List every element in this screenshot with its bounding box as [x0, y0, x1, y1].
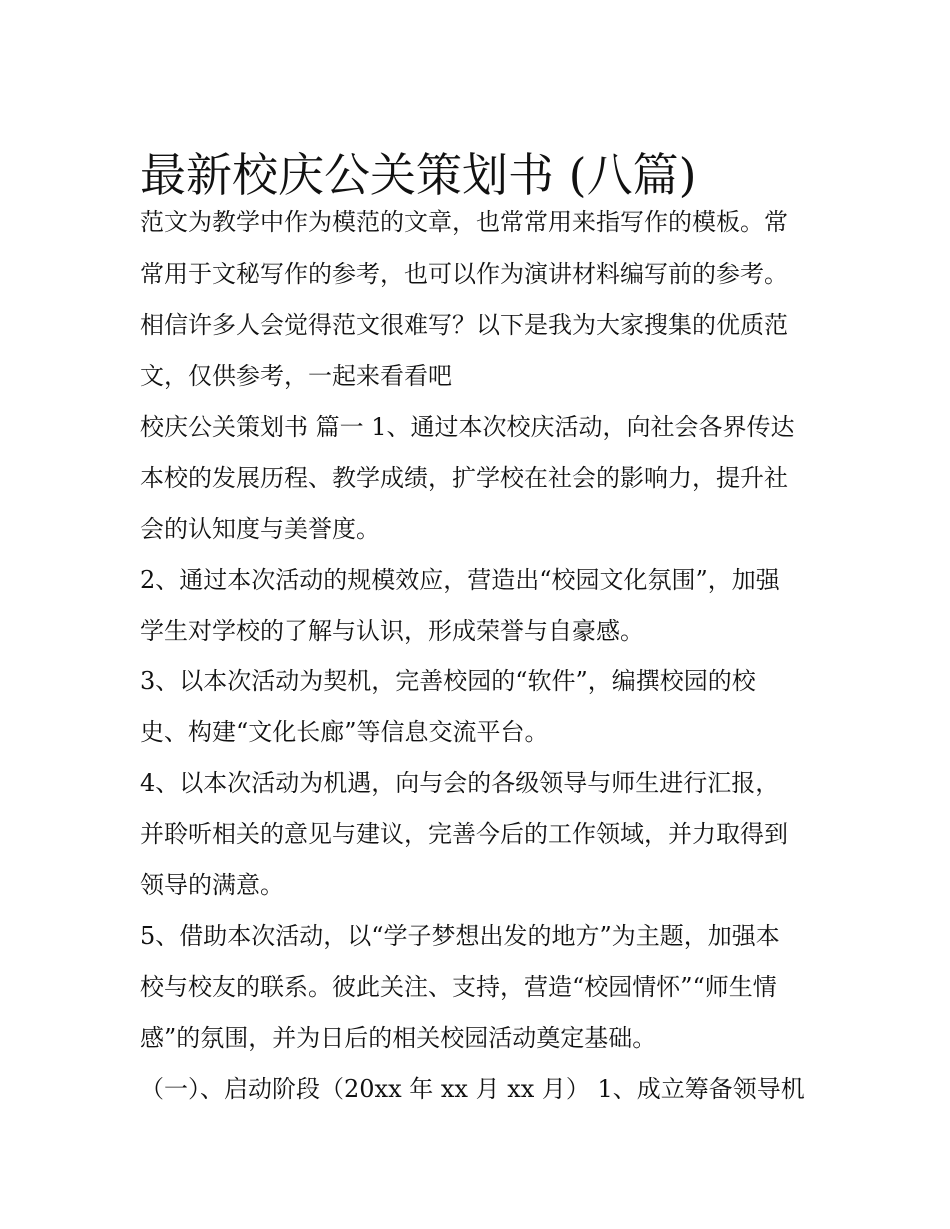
body-line: 常用于文秘写作的参考，也可以作为演讲材料编写前的参考。: [140, 260, 788, 288]
body-line: 校与校友的联系。彼此关注、支持，营造“校园情怀”“师生情: [140, 973, 777, 1001]
body-line: 5、借助本次活动，以“学子梦想出发的地方”为主题，加强本: [140, 922, 780, 950]
body-line: 范文为教学中作为模范的文章，也常常用来指写作的模板。常: [140, 208, 788, 236]
document-title: 最新校庆公关策划书 (八篇): [140, 147, 697, 202]
body-line: 本校的发展历程、教学成绩，扩学校在社会的影响力，提升社: [140, 464, 788, 492]
body-line: 4、以本次活动为机遇，向与会的各级领导与师生进行汇报，: [140, 769, 780, 797]
body-line: 相信许多人会觉得范文很难写？以下是我为大家搜集的优质范: [140, 311, 788, 339]
body-line: （一）、启动阶段（20xx 年 xx 月 xx 月） 1、成立筹备领导机: [140, 1075, 805, 1103]
body-line: 史、构建“文化长廊”等信息交流平台。: [140, 718, 549, 746]
body-line: 感”的氛围，并为日后的相关校园活动奠定基础。: [140, 1024, 657, 1052]
body-line: 领导的满意。: [140, 871, 284, 899]
body-line: 3、以本次活动为契机，完善校园的“软件”，编撰校园的校: [140, 667, 756, 695]
body-line: 学生对学校的了解与认识，形成荣誉与自豪感。: [140, 617, 644, 645]
body-line: 文，仅供参考，一起来看看吧: [140, 362, 452, 390]
body-line: 并聆听相关的意见与建议，完善今后的工作领域，并力取得到: [140, 820, 788, 848]
body-line: 校庆公关策划书 篇一 1、通过本次校庆活动，向社会各界传达: [140, 413, 795, 441]
body-line: 2、通过本次活动的规模效应，营造出“校园文化氛围”，加强: [140, 566, 780, 594]
body-line: 会的认知度与美誉度。: [140, 515, 380, 543]
